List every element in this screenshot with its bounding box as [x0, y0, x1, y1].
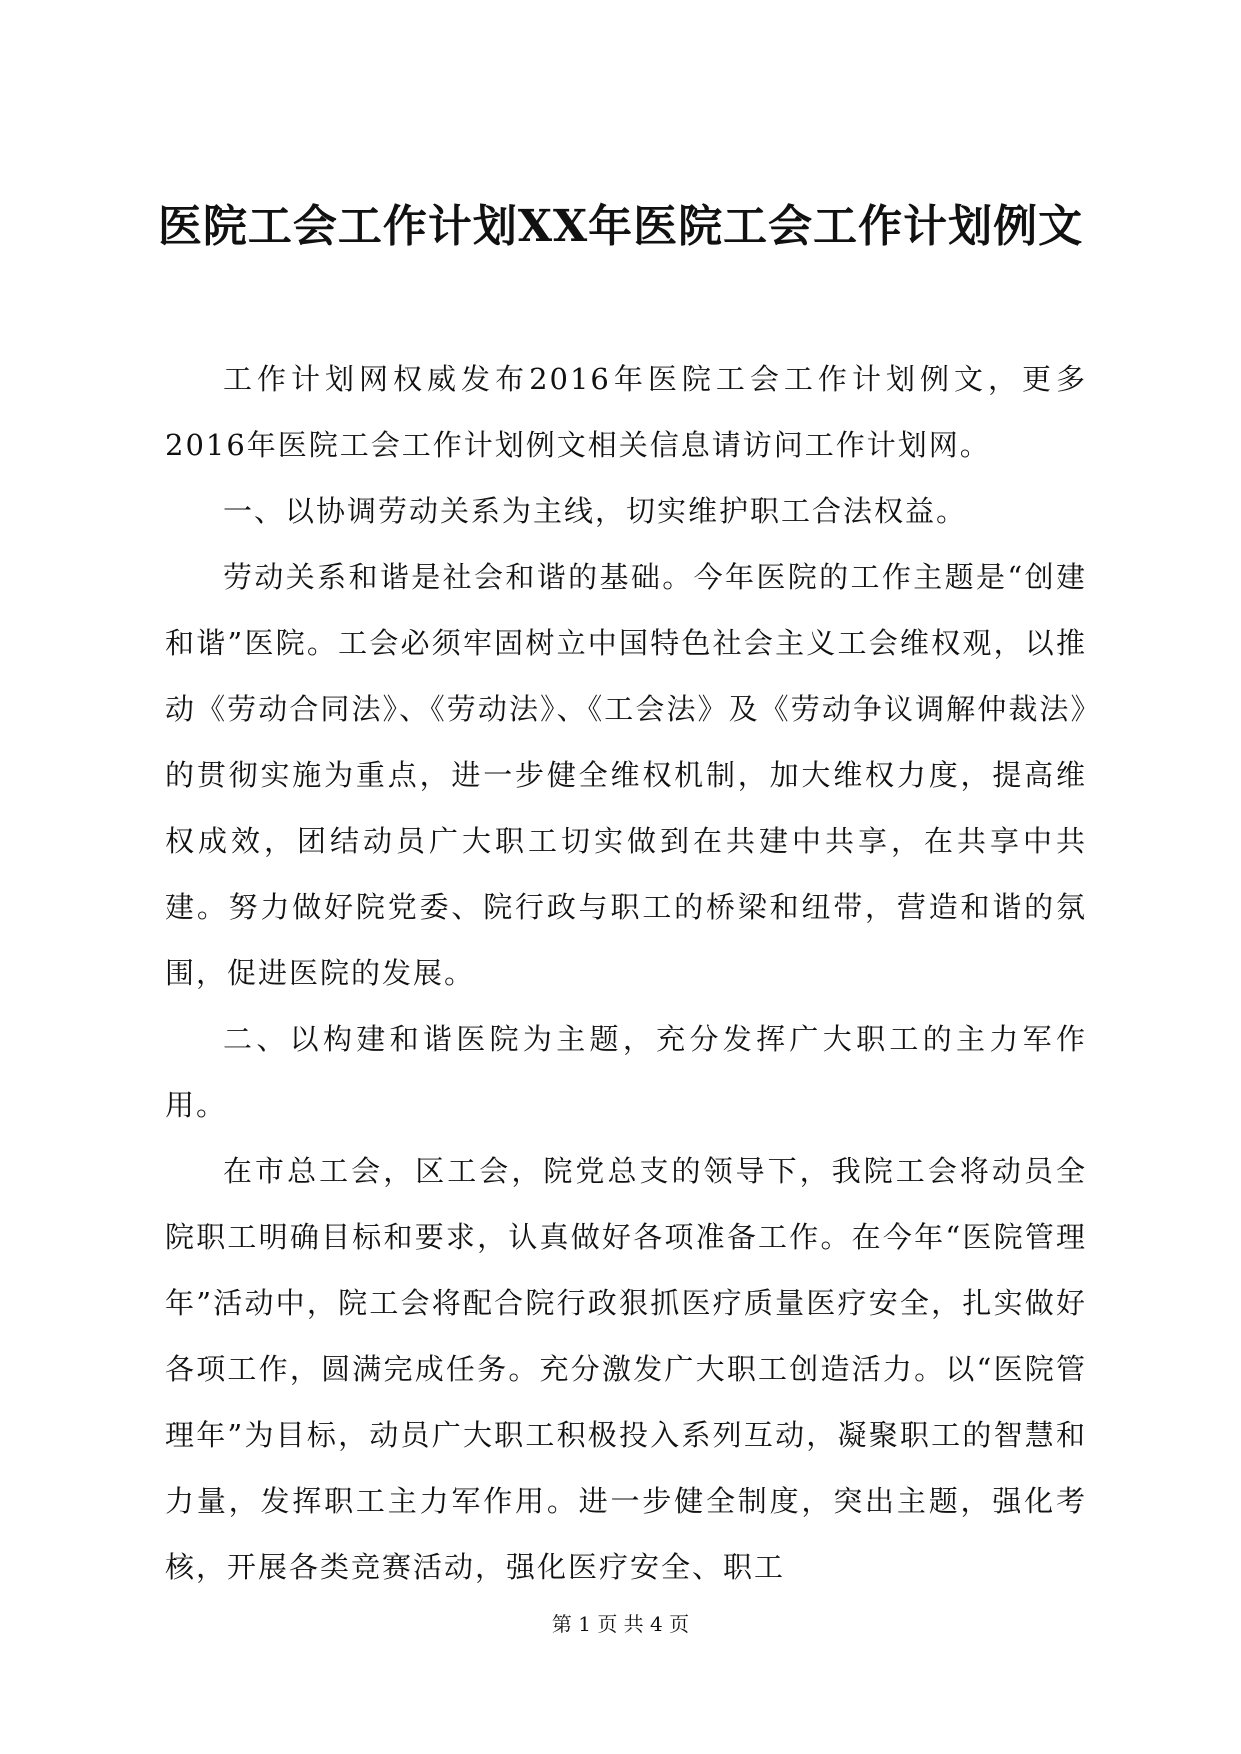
- document-body: [165, 346, 1087, 1600]
- paragraph-intro: 工作计划网权威发布2016年医院工会工作计划例文，更多2016年医院工会工作计划例文相关信息请访问工作计划网。: [165, 362, 1087, 462]
- document-title: 医院工会工作计划XX年医院工会工作计划例文: [157, 201, 1084, 252]
- section-heading-2: 二、以构建和谐医院为主题，充分发挥广大职工的主力军作用。: [165, 1022, 1087, 1122]
- section-heading-1: 一、以协调劳动关系为主线，切实维护职工合法权益。: [223, 494, 968, 528]
- page-number-footer: 第 1 页 共 4 页: [551, 1612, 690, 1636]
- paragraph-hospital-management: 在市总工会，区工会，院党总支的领导下，我院工会将动员全院职工明确目标和要求，认真做好各项准备工作。在今年“医院管理年”活动中，院工会将配合院行政狠抓医疗质量医疗安全，扎实做好各项工作，圆满完成任务。充分激发广大职工创造活力。以“医院管理年”为目标，动员广大职工积极投入系列互动，凝聚职工的智慧和力量，发挥职工主力军作用。进一步健全制度，突出主题，强化考核，开展各类竞赛活动，强化医疗安全、职工: [165, 1154, 1087, 1584]
- paragraph-labor-relations: 劳动关系和谐是社会和谐的基础。今年医院的工作主题是“创建和谐”医院。工会必须牢固树立中国特色社会主义工会维权观，以推动《劳动合同法》、《劳动法》、《工会法》及《劳动争议调解仲裁法》的贯彻实施为重点，进一步健全维权机制，加大维权力度，提高维权成效，团结动员广大职工切实做到在共建中共享，在共享中共建。努力做好院党委、院行政与职工的桥梁和纽带，营造和谐的氛围，促进医院的发展。: [165, 560, 1087, 990]
